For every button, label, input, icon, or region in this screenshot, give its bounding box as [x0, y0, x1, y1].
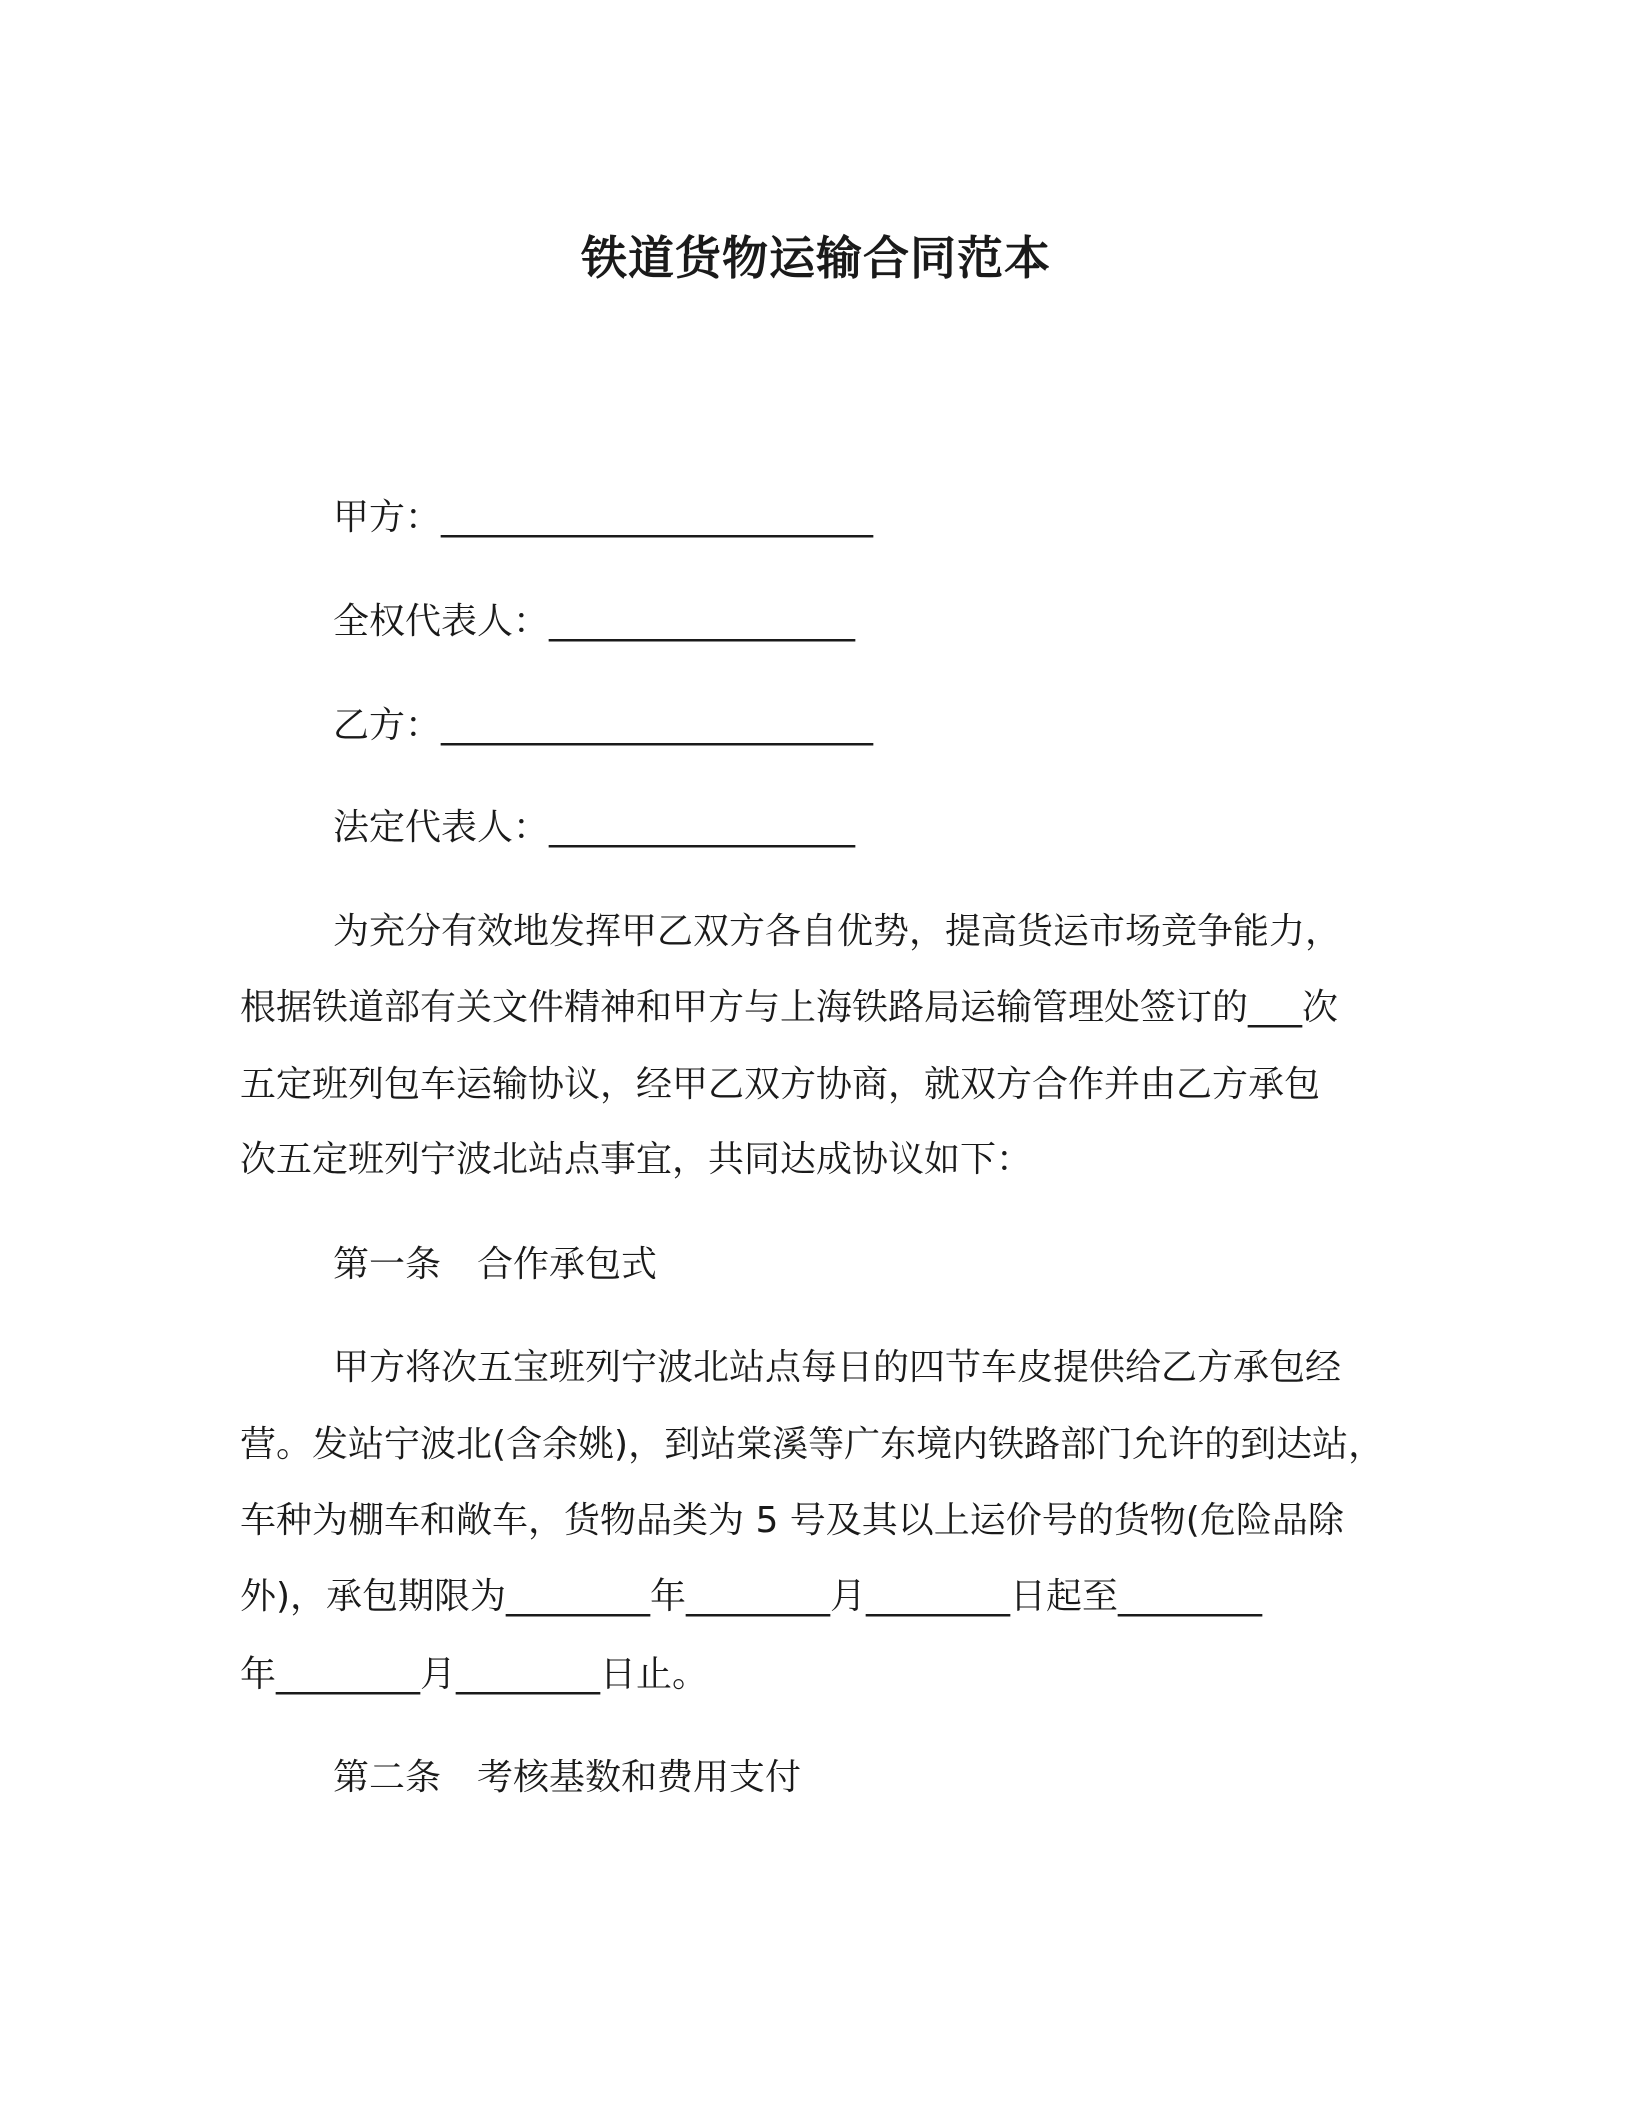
preamble-line-4: 次五定班列宁波北站点事宜，共同达成协议如下：: [240, 1139, 1033, 1180]
party-a-line: 甲方：________________________: [333, 497, 874, 538]
preamble-line-2: 根据铁道部有关文件精神和甲方与上海铁路局运输管理处签订的___次: [240, 987, 1339, 1028]
preamble-line-1: 为充分有效地发挥甲乙双方各自优势，提高货运市场竞争能力，: [333, 911, 1342, 952]
party-a-representative-line: 全权代表人：_________________: [333, 601, 856, 642]
article-1-line-4: 外)，承包期限为________年________月________日起至________: [240, 1576, 1263, 1617]
article-1-heading: 第一条 合作承包式: [333, 1244, 658, 1285]
preamble-line-3: 五定班列包车运输协议，经甲乙双方协商，就双方合作并由乙方承包: [240, 1064, 1321, 1105]
document-title: 铁道货物运输合同范本: [581, 231, 1051, 285]
article-1-line-1: 甲方将次五宝班列宁波北站点每日的四节车皮提供给乙方承包经: [333, 1347, 1342, 1388]
article-1-line-3: 车种为棚车和敞车，货物品类为 5 号及其以上运价号的货物(危险品除: [240, 1500, 1344, 1541]
article-2-heading: 第二条 考核基数和费用支付: [333, 1757, 802, 1798]
party-b-representative-line: 法定代表人：_________________: [333, 807, 856, 848]
article-1-line-2: 营。发站宁波北(含余姚)，到站棠溪等广东境内铁路部门允许的到达站，: [240, 1424, 1385, 1465]
article-1-line-5: 年________月________日止。: [240, 1654, 709, 1695]
party-b-line: 乙方：________________________: [333, 705, 874, 746]
